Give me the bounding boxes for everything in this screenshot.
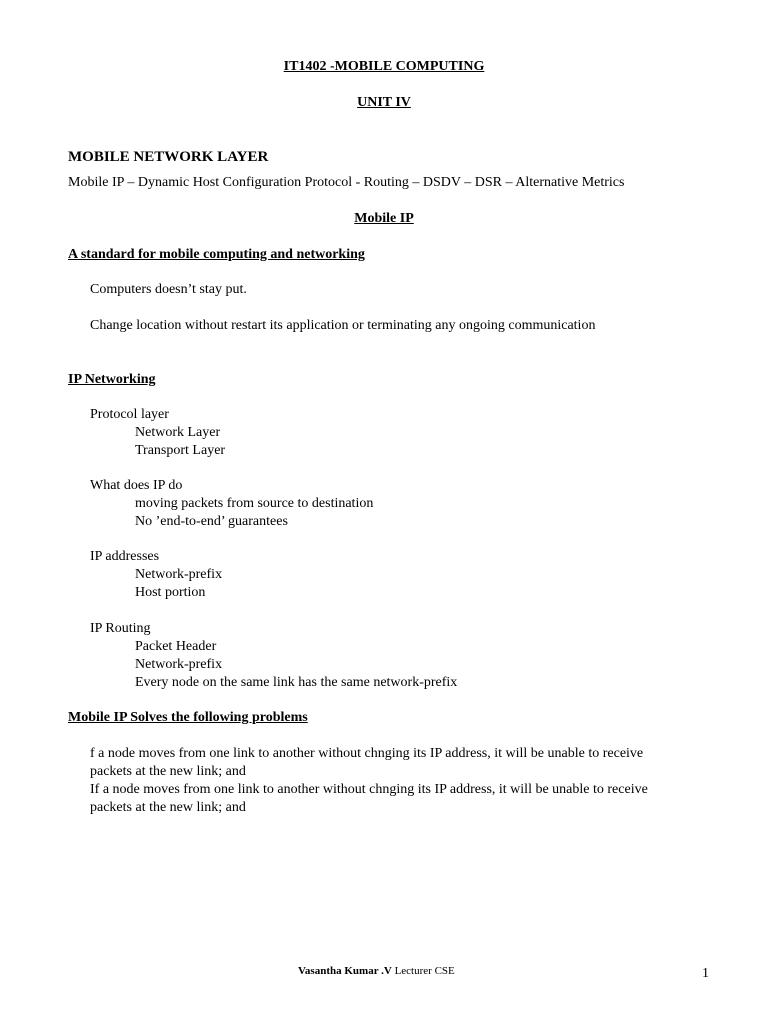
mobile-ip-title: Mobile IP [354, 211, 414, 226]
group-item: No ’end-to-end’ guarantees [135, 514, 288, 529]
section-heading-mobile-network-layer: MOBILE NETWORK LAYER [68, 149, 269, 165]
standard-line: Change location without restart its application or terminating any ongoing communication [90, 318, 596, 333]
group-item: Network-prefix [135, 657, 223, 672]
group-title: IP Routing [90, 621, 151, 636]
section-topics: Mobile IP – Dynamic Host Configuration Protocol - Routing – DSDV – DSR – Alternative Metrics [68, 175, 625, 190]
group-item: Every node on the same link has the same network-prefix [135, 675, 458, 690]
group-title: IP addresses [90, 549, 160, 564]
footer-role: Lecturer CSE [394, 965, 455, 977]
ip-networking-heading: IP Networking [68, 372, 156, 387]
page-number: 1 [702, 966, 709, 981]
group-item: Packet Header [135, 639, 217, 654]
group-item: Network Layer [135, 425, 221, 440]
course-title: IT1402 -MOBILE COMPUTING [283, 59, 485, 74]
standard-line: Computers doesn’t stay put. [90, 282, 247, 297]
group-title: Protocol layer [90, 407, 169, 422]
problem-line: packets at the new link; and [90, 764, 246, 779]
footer-author-block [298, 962, 455, 980]
problems-heading: Mobile IP Solves the following problems [68, 710, 308, 725]
group-item: moving packets from source to destination [135, 496, 374, 511]
problem-line: If a node moves from one link to another without chnging its IP address, it will be unable to receive [90, 782, 648, 797]
unit-title: UNIT IV [357, 95, 411, 110]
group-item: Transport Layer [135, 443, 226, 458]
group-item: Network-prefix [135, 567, 223, 582]
problem-line: packets at the new link; and [90, 800, 246, 815]
footer-author: Vasantha Kumar .V [298, 965, 392, 977]
group-item: Host portion [135, 585, 206, 600]
standard-heading: A standard for mobile computing and networking [68, 247, 365, 262]
problem-line: f a node moves from one link to another without chnging its IP address, it will be unable to receive [90, 746, 644, 761]
group-title: What does IP do [90, 478, 183, 493]
